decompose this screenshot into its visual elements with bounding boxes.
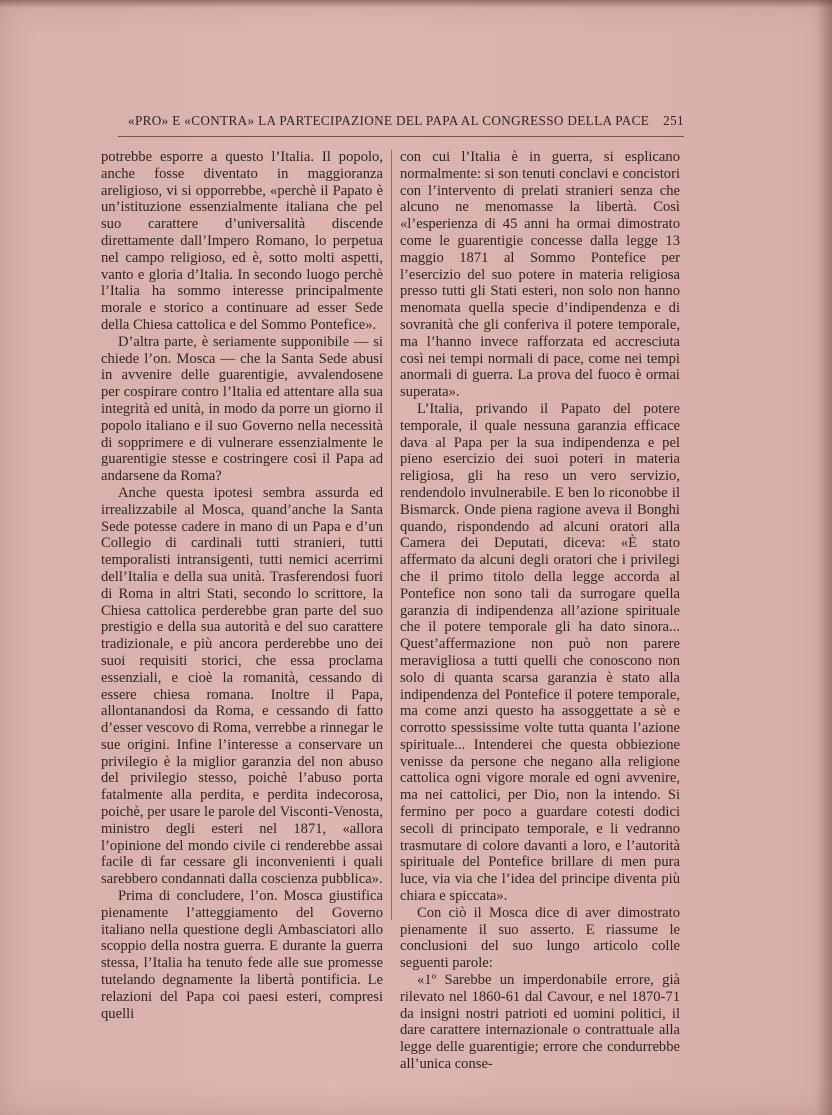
paragraph: con cui l’Italia è in guerra, si esplicano normalmente: si son tenuti conclavi e concistori con l’intervento di prelati stranieri senza che alcuno ne menomasse la libertà. Così «l’esperienza di 45 anni ha ormai dimostrato come le guarentigie concesse dalla legge 13 maggio 1871 al Sommo Pontefice per l’esercizio del suo potere in materia religiosa presso tutti gli Stati esteri, non solo non hanno menomata quella specie d’indipendenza e di sovranità che gli conferiva il potere temporale, ma l’hanno invece rafforzata ed accresciuta così nei tempi normali di pace, come nei tempi anormali di guerra. La prova del fuoco è ormai superata». <box>400 149 680 401</box>
paragraph: «1º Sarebbe un imperdonabile errore, già rilevato nel 1860-61 dal Cavour, e nel 1870-71 da insigni nostri patrioti ed uomini politici, il dare carattere internazionale o contrattuale alla legge delle guarentigie; errore che condurrebbe all’unica conse- <box>400 972 680 1073</box>
right-column <box>400 149 680 1073</box>
paragraph: potrebbe esporre a questo l’Italia. Il popolo, anche fosse diventato in maggioranza areligioso, vi si opporrebbe, «perchè il Papato è un’istituzione essenzialmente italiana che pel suo carattere d’universalità discende direttamente dall’Impero Romano, lo perpetua nel campo religioso, ed è, sotto molti aspetti, vanto e gloria d’Italia. In secondo luogo perchè l’Italia ha sommo interesse principalmente morale e storico a continuare ad esser Sede della Chiesa cattolica e del Sommo Pontefice». <box>101 149 383 333</box>
left-column <box>101 149 383 1022</box>
running-title: «PRO» E «CONTRA» LA PARTECIPAZIONE DEL PAPA AL CONGRESSO DELLA PACE <box>128 113 650 128</box>
page-top-shadow <box>0 0 832 8</box>
paragraph: D’altra parte, è seriamente supponibile — si chiede l’on. Mosca — che la Santa Sede abusi in avvenire delle guarentigie, avvalendosene per cospirare contro l’Italia ed attentare alla sua integrità ed unità, in modo da porre un giorno il popolo italiano e il suo Governo nella necessità di sopprimere e di vulnerare essenzialmente le guarentigie stesse e costringere così il Papa ad andarsene da Roma? <box>101 333 383 485</box>
paragraph: Con ciò il Mosca dice di aver dimostrato pienamente il suo asserto. E riassume le conclusioni del suo lungo articolo colle seguenti parole: <box>400 904 680 972</box>
running-header <box>128 113 684 135</box>
paragraph: Prima di concludere, l’on. Mosca giustifica pienamente l’atteggiamento del Governo italiano nella questione degli Ambasciatori allo scoppio della nostra guerra. E durante la guerra stessa, l’Italia ha tenuto fede alle sue promesse tutelando degnamente la libertà pontificia. Le relazioni del Papa coi paesi esteri, compresi quelli <box>101 888 383 1022</box>
page-right-edge <box>816 0 832 1115</box>
paragraph: L’Italia, privando il Papato del potere temporale, il quale nessuna garanzia efficace dava al Papa per la sua indipendenza e pel pieno esercizio dei suoi poteri in materia religiosa, gli ha reso un vero servizio, rendendolo invulnerabile. E ben lo riconobbe il Bismarck. Onde piena ragione aveva il Bonghi quando, rispondendo ad alcuni oratori alla Camera dei Deputati, diceva: «È stato affermato da alcuni degli oratori che i privilegi che il primo titolo della legge accorda al Pontefice non sono tali da surrogare quella garanzia di indipendenza all’azione spirituale che il potere temporale gli ha dato sinora... Quest’affermazione non può non parere meravigliosa a tutti quelli che conoscono non solo di quanta scarsa garanzia è stato alla indipendenza del Pontefice il potere temporale, ma come anzi questo ha assoggettate a sè e corrotto spessissime volte tutta quanta l’azione spirituale... Intenderei che questa obbiezione venisse da persone che negano alla religione cattolica ogni vigore morale ed ogni avvenire, ma nei cattolici, per Dio, non la intendo. Si fermino per poco a guardare cotesti dodici secoli di principato temporale, e li vedranno trasmutare di colore davanti a loro, e l’autorità spirituale del Pontefice brillare di men pura luce, via via che l’idea del principe diventa più chiara e spiccata». <box>400 400 680 905</box>
header-rule <box>118 136 684 138</box>
paragraph: Anche questa ipotesi sembra assurda ed irrealizzabile al Mosca, quand’anche la Santa Sede potesse cadere in mano di un Papa e d’un Collegio di cardinali tutti stranieri, tutti temporalisti intransigenti, tutti nemici acerrimi dell’Italia e della sua unità. Trasferendosi fuori di Roma in altri Stati, secondo lo scrittore, la Chiesa cattolica perderebbe gran parte del suo prestigio e della sua autorità e del suo carattere tradizionale, e più ancora perderebbe uno dei suoi requisiti storici, che essa proclama essenziali, e cioè la romanità, cessando di essere chiesa romana. Inoltre il Papa, allontanandosi da Roma, e cessando di fatto d’esser vescovo di Roma, verrebbe a rinnegar le sue origini. Infine l’interesse a conservare un privilegio è la miglior garanzia del non abuso del privilegio stesso, poichè l’abuso porta fatalmente alla perdita, e perdita indecorosa, poichè, per usare le parole del Visconti-Venosta, ministro degli esteri nel 1871, «allora l’opinione del mondo civile ci renderebbe assai facile di far cessare gli inconvenienti i quali sarebbero condannati dalla coscienza pubblica». <box>101 484 383 888</box>
page-number: 251 <box>663 113 684 128</box>
column-divider <box>391 150 393 920</box>
